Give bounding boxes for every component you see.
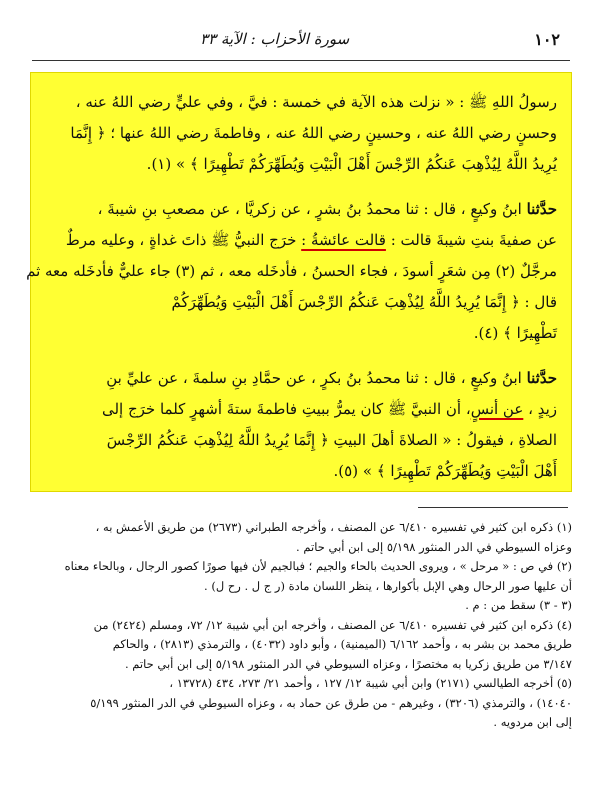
footnote-line: ١٤٠٤٠) ، والترمذي (٣٢٠٦) ، وغيرهم - من طرق عن حماد به ، وعزاه السيوطي في الدر المنثور ٥/١٩٩ [90,695,572,710]
footnote-line: إلى ابن مردويه . [493,715,572,729]
footnotes [32,518,572,733]
footnote-line: (١) ذكره ابن كثير في تفسيره ٦/٤١٠ عن المصنف ، وأخرجه الطبراني (٢٦٧٣) من طريق الأعمش به ، [95,520,572,534]
text-line: وحسنٍ رضي اللهُ عنه ، وحسينٍ رضي اللهُ عنه ، وفاطمةَ رضي اللهُ عنها ؛ ﴿ إِنَّمَا [70,124,557,142]
text-segment: ، أن النبيَّ ﷺ كان يمرُّ ببيتِ فاطمةَ ستةَ أشهرٍ كلما خرَج إلى [101,400,471,418]
text-line: أَهْلَ الْبَيْتِ وَيُطَهِّرَكُمْ تَطْهِيرًا ﴾ » (٥). [333,462,557,480]
narration-lead: حدَّثنا [526,369,557,387]
text-line: مرجَّلٌ (٢) مِن شعَرٍ أسودَ ، فجاء الحسنُ ، فأدخَله معه ، ثم (٣) جاء عليٌّ فأدخَله معه ثم [26,262,557,280]
paragraph-1 [45,87,557,180]
text-line: يُرِيدُ اللَّهُ لِيُذْهِبَ عَنكُمُ الرِّجْسَ أَهْلَ الْبَيْتِ وَيُطَهِّرَكُمْ تَطْهِيرًا ﴾ » (١). [146,155,557,173]
text-line [45,225,557,256]
footnote-line: وعزاه السيوطي في الدر المنثور ٥/١٩٨ إلى ابن أبي حاتم . [296,539,572,554]
text-segment: عن صفيةَ بنتِ شيبةَ قالت : [390,231,557,249]
footnote-line: طريق محمد بن بشر به ، وأحمد ٦/١٦٢ (الميمنية) ، وأبو داود (٤٠٣٢) ، والترمذي (٢٨١٣) ، والحاكم [112,637,572,651]
footnote-line: (٢) في ص : « مرحل » ، ويروى الحديث بالحاء والجيم ؛ فبالجيم لأن فيها صورًا كصور الرجال ، وبالحاء معناه [64,559,572,573]
underlined-phrase: قالت عائشةُ : [301,231,386,249]
paragraph-2 [26,194,557,349]
page-header [30,30,570,54]
text-segment: ابنُ وكيعٍ ، قال : ثنا محمدُ بنُ بشرٍ ، عن زكريَّا ، عن مصعبِ بنِ شيبةَ ، [97,200,522,218]
footnote-line: ٣/١٤٧ من طريق زكريا به مختصرًا ، وعزاه السيوطي في الدر المنثور ٥/١٩٨ إلى ابن أبي حاتم . [124,656,572,671]
text-segment: خرَج النبيُّ ﷺ ذاتَ غداةٍ ، وعليه مرطٌ [65,231,297,249]
footnote-line: (٥) أخرجه الطيالسي (٢١٧١) وابن أبي شيبة ١٢/ ١٢٧ ، وأحمد ٢١/ ٢٧٣، ٤٣٤ (١٣٧٢٨ ، [169,676,572,690]
underlined-phrase: عن أنسٍ [470,400,524,418]
running-title: سورة الأحزاب : الآية ٣٣ [200,30,350,48]
page-number: ١٠٢ [534,30,560,49]
footnote-line: (٣ - ٣) سقط من : م . [465,598,572,612]
text-line: تَطْهِيرًا ﴾ (٤). [473,324,557,342]
text-segment: زيدٍ ، [528,400,557,418]
text-line: رسولُ اللهِ ﷺ : « نزلت هذه الآية في خمسة : فيَّ ، وفي عليٍّ رضي اللهُ عنه ، [75,93,557,111]
header-divider [32,60,570,61]
text-segment: ابنُ وكيعٍ ، قال : ثنا محمدُ بنُ بكرٍ ، عن حمَّادِ بنِ سلمةَ ، عن عليِّ بنِ [106,369,522,387]
footnote-line: أن عليها صور الرحال وهي الإبل بأكوارها ، ينظر اللسان مادة (ر ج ل . رح ل) . [204,578,572,593]
text-line [45,194,557,225]
narration-lead: حدَّثنا [526,200,557,218]
footnote-divider [418,507,568,508]
text-line: الصلاةِ ، فيقولُ : « الصلاةَ أهلَ البيتِ ﴿ إِنَّمَا يُرِيدُ اللَّهُ لِيُذْهِبَ عَنكُمُ الرِّجْسَ [106,431,557,449]
highlighted-text-block [26,72,572,492]
footnote-line: (٤) ذكره ابن كثير في تفسيره ٦/٤١٠ عن المصنف ، وأخرجه ابن أبي شيبة ١٢/ ٧٢، ومسلم (٢٤٢٤) من [93,617,572,632]
text-line: قال : ﴿ إِنَّمَا يُرِيدُ اللَّهُ لِيُذْهِبَ عَنكُمُ الرِّجْسَ أَهْلَ الْبَيْتِ وَيُطَهِّرَكُمْ [171,293,557,311]
text-line [45,394,557,425]
text-line [45,363,557,394]
paragraph-3 [45,363,557,487]
